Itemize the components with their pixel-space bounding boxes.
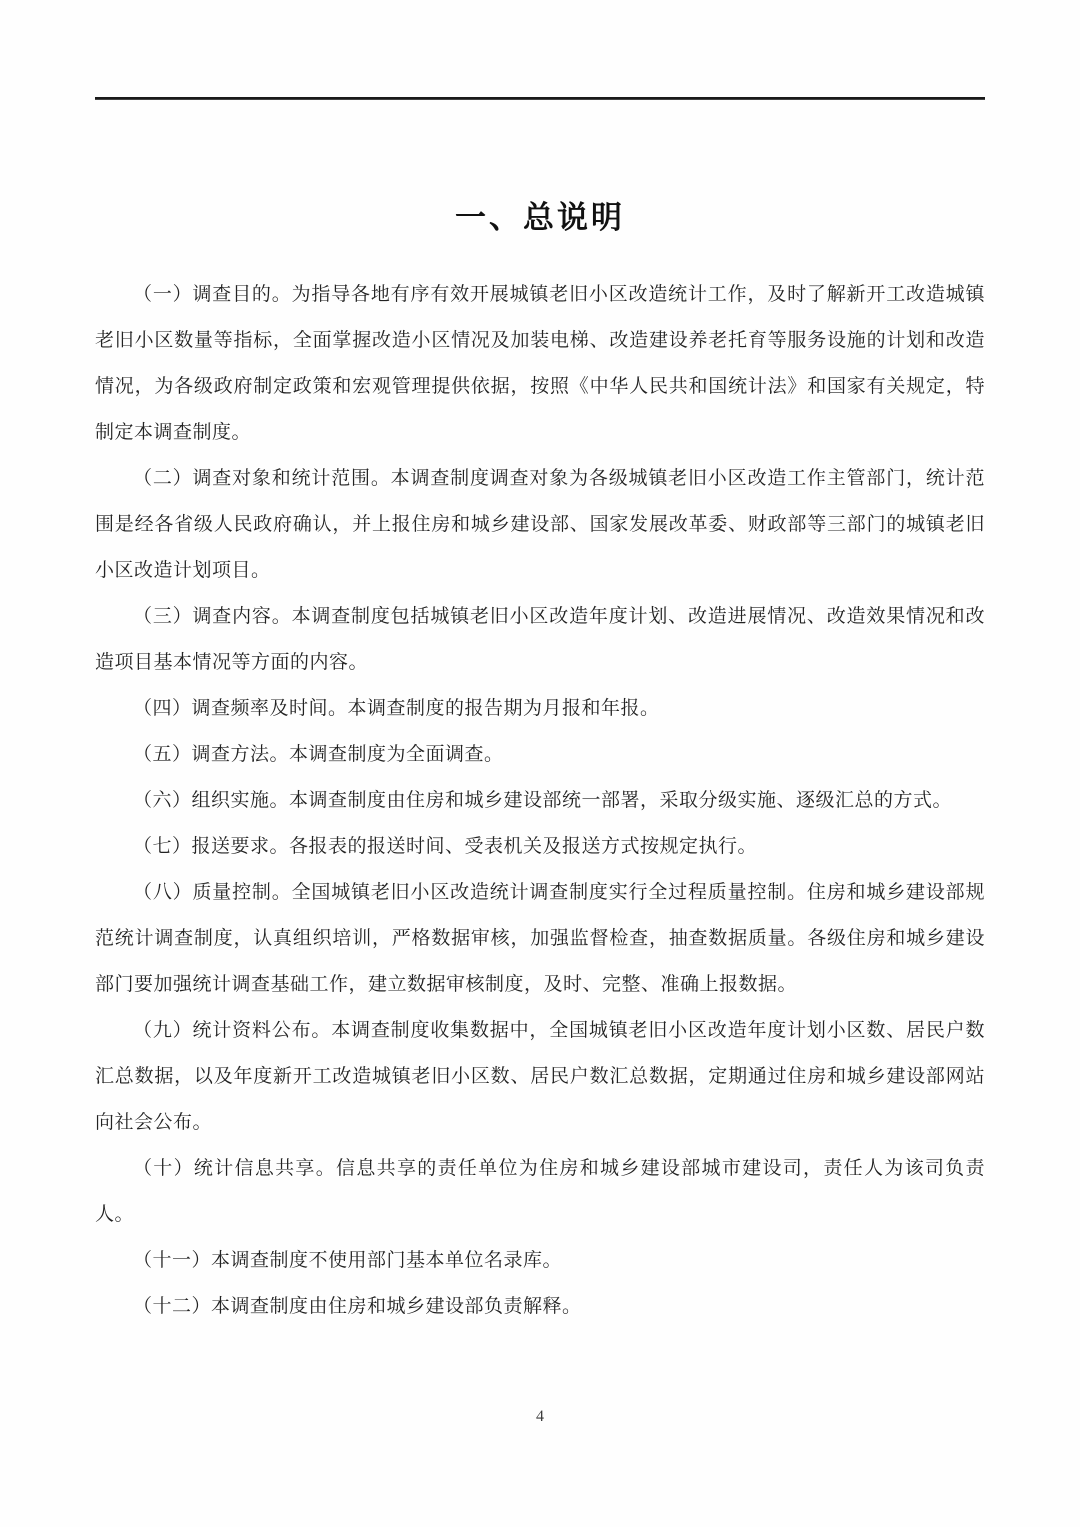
paragraph-6: （六）组织实施。本调查制度由住房和城乡建设部统一部署，采取分级实施、逐级汇总的方式。: [133, 790, 953, 811]
paragraph-12: （十二）本调查制度由住房和城乡建设部负责解释。: [133, 1296, 582, 1317]
paragraph-7: （七）报送要求。各报表的报送时间、受表机关及报送方式按规定执行。: [133, 836, 758, 857]
page-number: 4: [536, 1408, 544, 1425]
paragraph-5: （五）调查方法。本调查制度为全面调查。: [133, 744, 504, 765]
document-body: [95, 272, 985, 1330]
paragraph-4: （四）调查频率及时间。本调查制度的报告期为月报和年报。: [133, 698, 660, 719]
paragraph-1: （一）调查目的。为指导各地有序有效开展城镇老旧小区改造统计工作，及时了解新开工改造城镇老旧小区数量等指标，全面掌握改造小区情况及加装电梯、改造建设养老托育等服务设施的计划和改造情况，为各级政府制定政策和宏观管理提供依据，按照《中华人民共和国统计法》和国家有关规定，特制定本调查制度。: [95, 284, 985, 443]
paragraph-2: （二）调查对象和统计范围。本调查制度调查对象为各级城镇老旧小区改造工作主管部门，统计范围是经各省级人民政府确认，并上报住房和城乡建设部、国家发展改革委、财政部等三部门的城镇老旧小区改造计划项目。: [95, 468, 985, 581]
paragraph-9: （九）统计资料公布。本调查制度收集数据中，全国城镇老旧小区改造年度计划小区数、居民户数汇总数据，以及年度新开工改造城镇老旧小区数、居民户数汇总数据，定期通过住房和城乡建设部网站向社会公布。: [95, 1020, 985, 1133]
paragraph-3: （三）调查内容。本调查制度包括城镇老旧小区改造年度计划、改造进展情况、改造效果情况和改造项目基本情况等方面的内容。: [95, 606, 985, 673]
paragraph-11: （十一）本调查制度不使用部门基本单位名录库。: [133, 1250, 563, 1271]
paragraph-8: （八）质量控制。全国城镇老旧小区改造统计调查制度实行全过程质量控制。住房和城乡建设部规范统计调查制度，认真组织培训，严格数据审核，加强监督检查，抽查数据质量。各级住房和城乡建设部门要加强统计调查基础工作，建立数据审核制度，及时、完整、准确上报数据。: [95, 882, 985, 995]
paragraph-10: （十）统计信息共享。信息共享的责任单位为住房和城乡建设部城市建设司，责任人为该司负责人。: [95, 1158, 985, 1225]
header-rule: [95, 97, 985, 100]
page-title: 一、总说明: [455, 200, 625, 235]
